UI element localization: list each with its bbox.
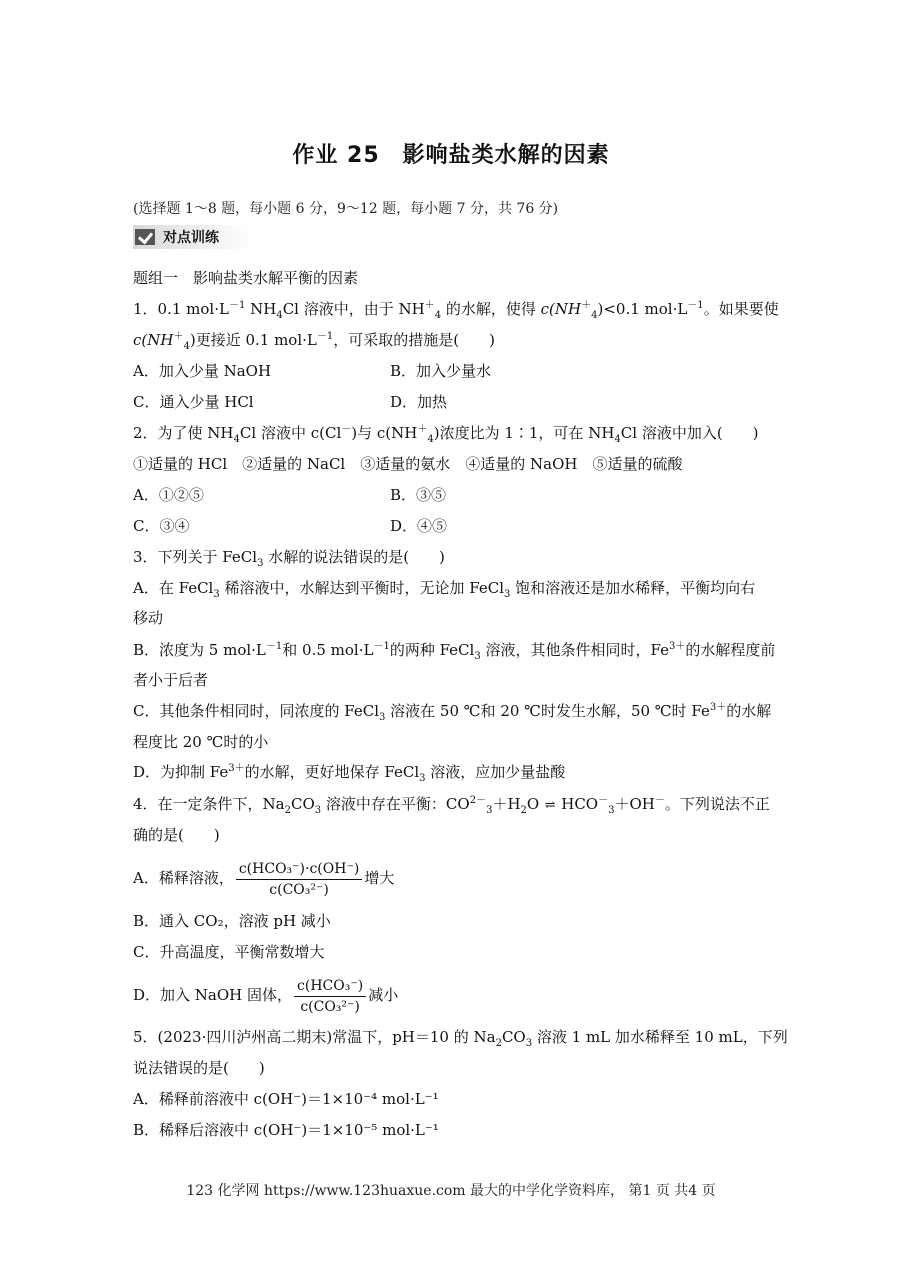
- group-heading: 题组一 影响盐类水解平衡的因素: [133, 269, 359, 287]
- page-footer: 123 化学网 https://www.123huaxue.com 最大的中学化学资料库， 第1 页 共4 页: [186, 1183, 716, 1199]
- question-3-option-b-line2: 者小于后者: [133, 671, 209, 689]
- question-1-option-a: A．加入少量 NaOH: [133, 362, 272, 380]
- question-3-option-a-line1: A．在 FeCl$_3$ 稀溶液中，水解达到平衡时，无论加 FeCl$_3$ 饱和溶液还是加水稀释，平衡均向右: [133, 579, 756, 600]
- section-label: 对点训练: [163, 230, 219, 246]
- question-2-choices: ①适量的 HCl ②适量的 NaCl ③适量的氨水 ④适量的 NaOH ⑤适量的硫酸: [133, 455, 683, 473]
- fraction: $\frac{\text{c(HCO₃⁻)·c(OH⁻)}}{\text{c(CO₃²⁻)}}$: [236, 860, 362, 899]
- question-4-option-b: B．通入 CO₂，溶液 pH 减小: [133, 912, 331, 930]
- question-1-option-d: D．加热: [390, 393, 448, 411]
- score-note: (选择题 1～8 题，每小题 6 分，9～12 题，每小题 7 分，共 76 分): [133, 201, 559, 217]
- question-3-stem: 3．下列关于 FeCl$_3$ 水解的说法错误的是( ): [133, 548, 445, 569]
- section-header: [133, 225, 233, 249]
- question-4-option-d: D．加入 NaOH 固体， $\frac{\text{c(HCO₃⁻)}}{\text{c(CO₃²⁻)}}$ 减小: [133, 977, 399, 1015]
- question-5-option-a: A．稀释前溶液中 c(OH⁻)＝1×10⁻⁴ mol·L⁻¹: [133, 1090, 439, 1108]
- question-1-stem-line1: 1．0.1 $mol\cdot L^{-1}$ $NH_4Cl$ 溶液中，由于 $NH^+_4$ 的水解，使得 $c(NH^+_4)<0.1$ $mol\cdot L^{-1}$。如果要使: [133, 300, 779, 321]
- question-5-stem-line1: 5．(2023·四川泸州高二期末)常温下，pH＝10 的 $Na_2CO_3$ 溶液 1 mL 加水稀释至 10 mL，下列: [133, 1028, 788, 1049]
- question-1-stem-line2: $c(NH^+_4)$更接近 0.1 $mol\cdot L^{-1}$，可采取的措施是( ): [133, 331, 495, 352]
- question-1-option-b: B．加入少量水: [390, 362, 492, 380]
- question-5-option-b: B．稀释后溶液中 c(OH⁻)＝1×10⁻⁵ mol·L⁻¹: [133, 1121, 439, 1139]
- question-2-option-b: B．③⑤: [390, 486, 447, 504]
- question-4-option-c: C．升高温度，平衡常数增大: [133, 943, 325, 961]
- equilibrium-arrow-icon: ⇌: [544, 798, 556, 813]
- question-2-option-d: D．④⑤: [390, 517, 448, 535]
- question-5-stem-line2: 说法错误的是( ): [133, 1059, 265, 1077]
- question-3-option-a-line2: 移动: [133, 609, 164, 627]
- question-3-option-b-line1: B．浓度为 5 $mol\cdot L^{-1}$和 0.5 $mol\cdot L^{-1}$的两种 FeCl$_3$ 溶液，其他条件相同时，$Fe^{3+}$的水解程度前: [133, 641, 776, 662]
- question-3-option-c-line2: 程度比 20 ℃时的小: [133, 733, 269, 751]
- question-4-stem-line2: 确的是( ): [133, 826, 220, 844]
- checkmark-icon: [135, 229, 155, 245]
- fraction: $\frac{\text{c(HCO₃⁻)}}{\text{c(CO₃²⁻)}}$: [294, 977, 366, 1016]
- question-1-option-c: C．通入少量 HCl: [133, 393, 254, 411]
- question-3-option-d: D．为抑制 $Fe^{3+}$的水解，更好地保存 FeCl$_3$ 溶液，应加少量盐酸: [133, 763, 566, 784]
- question-2-option-a: A．①②⑤: [133, 486, 204, 504]
- page-title: 作业 25 影响盐类水解的因素: [292, 143, 610, 168]
- question-3-option-c-line1: C．其他条件相同时，同浓度的 FeCl$_3$ 溶液在 50 ℃和 20 ℃时发生水解，50 ℃时 $Fe^{3+}$的水解: [133, 702, 772, 723]
- question-2-option-c: C．③④: [133, 517, 190, 535]
- question-4-stem-line1: 4．在一定条件下，$Na_2CO_3$ 溶液中存在平衡：$CO^{2-}_3+H_2O$ ⇌ $HCO^-_3+OH^-$。下列说法不正: [133, 795, 770, 816]
- question-2-stem: 2．为了使 $NH_4Cl$ 溶液中 c(Cl－)与 $c(NH^+_4)$浓度比为 1∶1，可在 $NH_4Cl$ 溶液中加入( ): [133, 424, 759, 445]
- question-4-option-a: A．稀释溶液， $\frac{\text{c(HCO₃⁻)·c(OH⁻)}}{\text{c(CO₃²⁻)}}$ 增大: [133, 860, 395, 898]
